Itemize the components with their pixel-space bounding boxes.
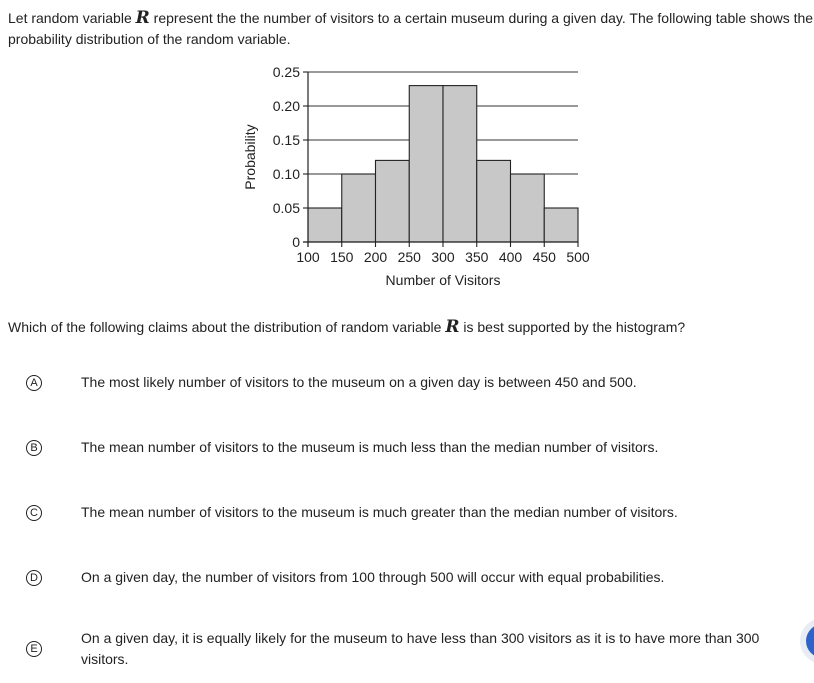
y-tick-label: 0 [292, 234, 300, 250]
x-tick-label: 100 [296, 249, 320, 265]
choice-c-text[interactable]: The mean number of visitors to the museum is much greater than the median number of visitors. [81, 504, 678, 520]
bar [544, 208, 578, 242]
variable-r: R [135, 8, 150, 28]
choice-d-bubble[interactable]: D [26, 570, 42, 586]
choice-b-bubble[interactable]: B [26, 440, 42, 456]
histogram [0, 0, 814, 300]
x-tick-label: 250 [397, 249, 421, 265]
choice-e-bubble[interactable]: E [26, 641, 42, 657]
x-tick-label: 350 [465, 249, 489, 265]
intro-pre: Let random variable [8, 10, 136, 26]
choice-c-bubble[interactable]: C [26, 505, 42, 521]
bar [308, 208, 342, 242]
choice-d-text[interactable]: On a given day, the number of visitors from 100 through 500 will occur with equal probabilities. [81, 569, 665, 585]
y-tick-label: 0.10 [272, 166, 300, 182]
y-tick-label: 0.05 [272, 200, 300, 216]
bar [409, 86, 443, 242]
y-ticks [273, 64, 308, 250]
question-text [8, 317, 808, 338]
intro-post: represent the the number of visitors to a certain museum during a given day. The following table shows the probability distribution of the random variable. [8, 10, 814, 47]
y-axis-label: Probability [242, 124, 258, 190]
bar [477, 160, 511, 242]
help-button-icon[interactable] [806, 624, 814, 658]
question-post: is best supported by the histogram? [459, 319, 686, 335]
x-tick-label: 400 [498, 249, 523, 265]
variable-r: R [445, 317, 460, 337]
x-tick-label: 500 [566, 249, 590, 265]
x-tick-label: 200 [363, 249, 388, 265]
bar [443, 86, 477, 242]
x-tick-label: 150 [330, 249, 354, 265]
x-tick-label: 300 [431, 249, 455, 265]
help-button[interactable] [800, 618, 814, 664]
question-pre: Which of the following claims about the distribution of random variable [8, 319, 446, 335]
bar [342, 174, 376, 242]
x-tick-label: 450 [532, 249, 556, 265]
choice-e-text[interactable]: On a given day, it is equally likely for the museum to have less than 300 visitors as it is to have more than 300 visitors. [81, 630, 760, 667]
x-ticks [296, 242, 590, 265]
y-tick-label: 0.20 [272, 98, 300, 114]
bar [376, 160, 410, 242]
bars [308, 86, 578, 242]
y-tick-label: 0.15 [272, 132, 300, 148]
x-axis-label: Number of Visitors [385, 272, 501, 288]
choice-b-text[interactable]: The mean number of visitors to the museum is much less than the median number of visitors. [81, 439, 659, 455]
bar [511, 174, 545, 242]
choice-a-bubble[interactable]: A [26, 375, 42, 391]
y-tick-label: 0.25 [272, 64, 300, 80]
choice-a-text[interactable]: The most likely number of visitors to the museum on a given day is between 450 and 500. [81, 374, 637, 390]
